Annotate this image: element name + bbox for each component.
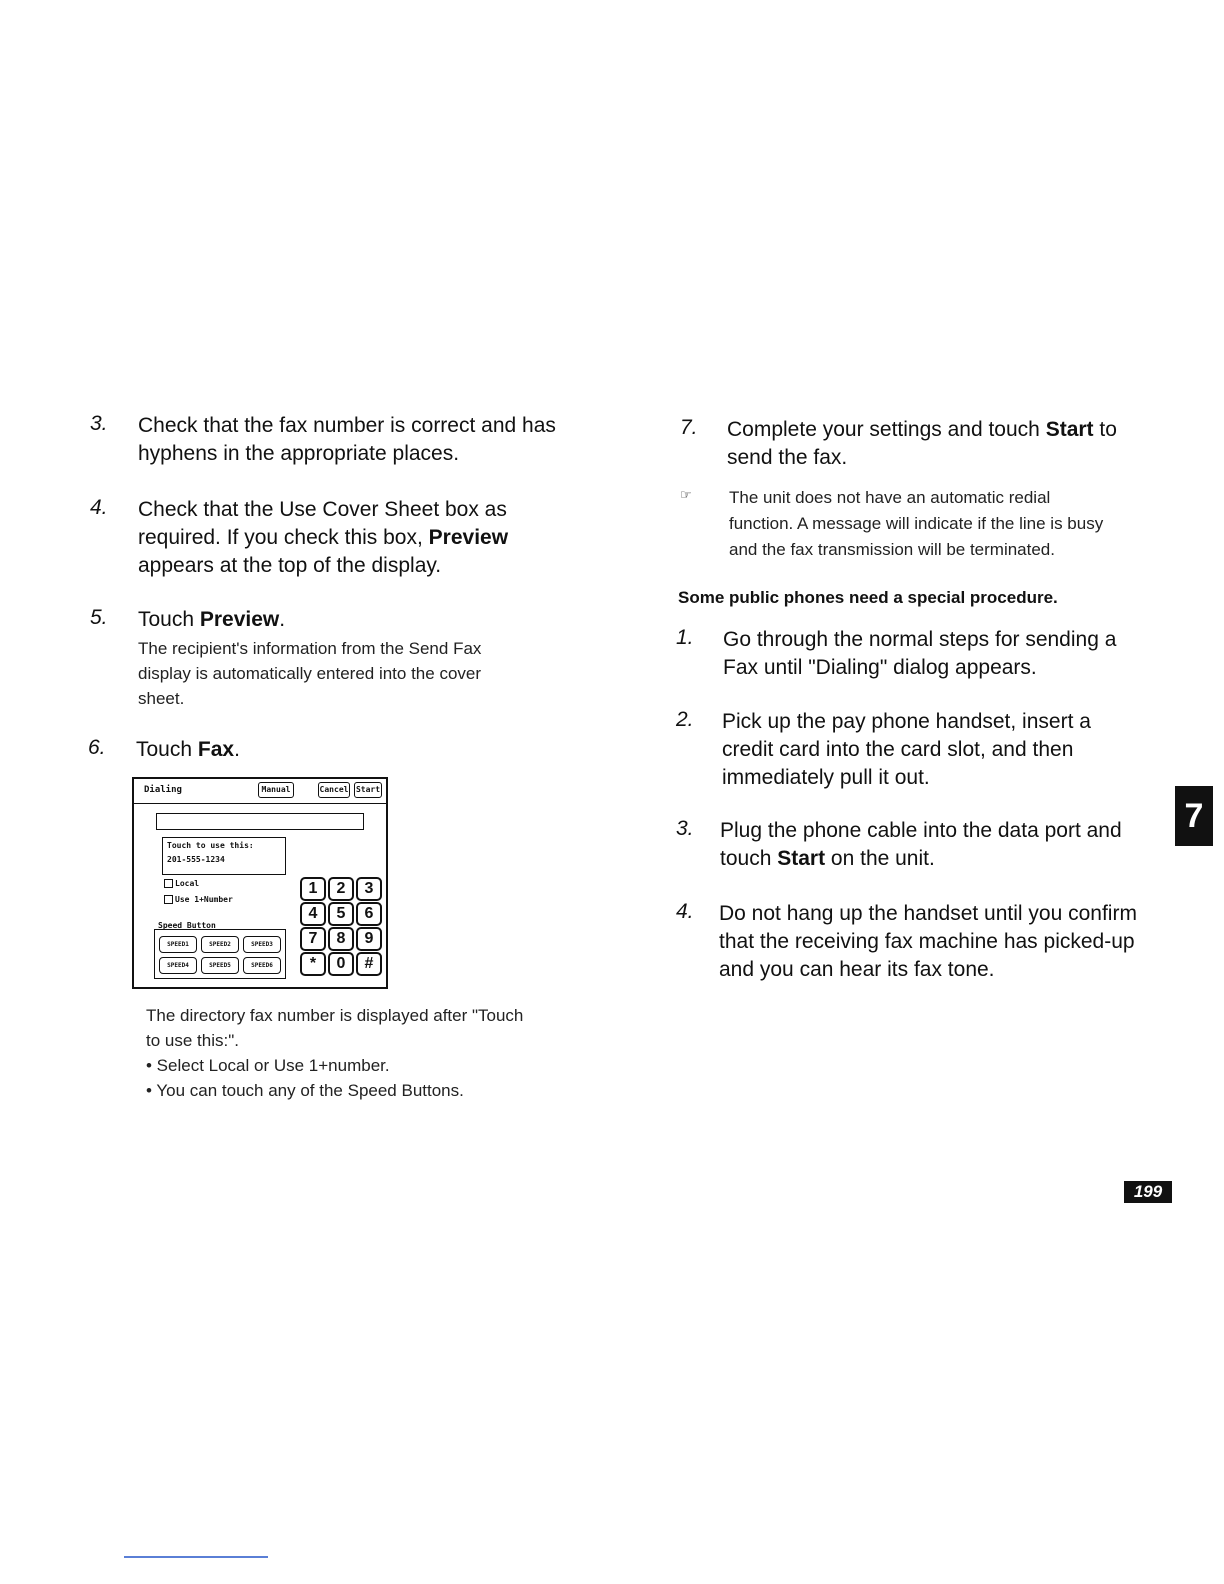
step-text: Go through the normal steps for sending a	[723, 628, 1117, 651]
step-number: 6.	[88, 736, 106, 759]
checkbox-icon	[164, 879, 173, 888]
speed-button-5[interactable]: SPEED5	[201, 957, 239, 974]
step-6-left	[88, 736, 588, 764]
step-number: 5.	[90, 606, 108, 629]
step-text: Touch Preview.	[138, 608, 286, 631]
dialing-dialog-figure	[132, 777, 388, 989]
caption-bullet: • You can touch any of the Speed Buttons.	[146, 1081, 464, 1100]
step-text: Pick up the pay phone handset, insert a	[722, 710, 1091, 733]
speed-button-2[interactable]: SPEED2	[201, 936, 239, 953]
touch-label: Touch to use this:	[167, 841, 254, 850]
speed-button-1[interactable]: SPEED1	[159, 936, 197, 953]
speed-button-group	[154, 929, 286, 979]
step-number: 4.	[676, 900, 694, 923]
step-text: and you can hear its fax tone.	[719, 958, 995, 981]
caption-line: to use this:".	[146, 1031, 239, 1050]
step-subtext: The recipient's information from the Send Fax	[138, 639, 482, 658]
step-7-right	[680, 416, 1180, 472]
dialog-title-bar	[134, 779, 386, 804]
step-text: Check that the fax number is correct and has	[138, 414, 556, 437]
key-9[interactable]: 9	[356, 927, 382, 951]
pointing-hand-icon: ☞	[680, 487, 692, 502]
speed-button-4[interactable]: SPEED4	[159, 957, 197, 974]
step-text: touch Start on the unit.	[720, 847, 935, 870]
step-text: hyphens in the appropriate places.	[138, 442, 460, 465]
speed-button-3[interactable]: SPEED3	[243, 936, 281, 953]
step-4-left	[90, 496, 590, 580]
step-text: Do not hang up the handset until you confirm	[719, 902, 1137, 925]
step-text: Touch Fax.	[136, 738, 240, 761]
key-2[interactable]: 2	[328, 877, 354, 901]
step-number: 3.	[90, 412, 108, 435]
start-button[interactable]: Start	[354, 782, 382, 798]
chapter-tab: 7	[1175, 786, 1213, 846]
step-3-right	[676, 817, 1176, 873]
step-text: appears at the top of the display.	[138, 554, 442, 577]
key-5[interactable]: 5	[328, 902, 354, 926]
key-7[interactable]: 7	[300, 927, 326, 951]
step-text: immediately pull it out.	[722, 766, 930, 789]
key-hash[interactable]: #	[356, 952, 382, 976]
key-3[interactable]: 3	[356, 877, 382, 901]
step-number: 1.	[676, 626, 694, 649]
step-number: 7.	[680, 416, 698, 439]
note-text: The unit does not have an automatic redial function. A message will indicate if the line is busy and the fax transmission will be terminated.	[729, 488, 1104, 559]
manual-button[interactable]: Manual	[258, 782, 294, 798]
use1-checkbox[interactable]: Use 1+Number	[164, 895, 233, 904]
section-heading: Some public phones need a special procedure.	[678, 588, 1058, 607]
step-2-right	[676, 708, 1176, 792]
page-number: 199	[1124, 1181, 1172, 1203]
key-8[interactable]: 8	[328, 927, 354, 951]
caption-bullet: • Select Local or Use 1+number.	[146, 1056, 390, 1075]
local-checkbox[interactable]: Local	[164, 879, 199, 888]
step-text: Complete your settings and touch Start to	[727, 418, 1117, 441]
speed-button-label: Speed Button	[158, 921, 216, 930]
key-star[interactable]: *	[300, 952, 326, 976]
step-text: Fax until "Dialing" dialog appears.	[723, 656, 1037, 679]
key-6[interactable]: 6	[356, 902, 382, 926]
key-1[interactable]: 1	[300, 877, 326, 901]
cancel-button[interactable]: Cancel	[318, 782, 350, 798]
touch-to-use-box[interactable]	[162, 837, 286, 875]
step-4-right	[676, 900, 1176, 984]
figure-caption	[146, 1003, 616, 1103]
step-text: that the receiving fax machine has picked-up	[719, 930, 1135, 953]
footer-rule	[124, 1556, 268, 1558]
step-subtext: display is automatically entered into the cover	[138, 664, 482, 683]
step-number: 4.	[90, 496, 108, 519]
fax-number-input[interactable]	[156, 813, 364, 830]
step-number: 2.	[676, 708, 694, 731]
checkbox-icon	[164, 895, 173, 904]
key-4[interactable]: 4	[300, 902, 326, 926]
dialog-title: Dialing	[144, 785, 182, 795]
step-subtext: sheet.	[138, 689, 185, 708]
step-text: required. If you check this box, Preview	[138, 526, 509, 549]
step-text: send the fax.	[727, 446, 848, 469]
step-text: Check that the Use Cover Sheet box as	[138, 498, 507, 521]
key-0[interactable]: 0	[328, 952, 354, 976]
step-3-left	[90, 412, 590, 468]
speed-button-6[interactable]: SPEED6	[243, 957, 281, 974]
step-text: credit card into the card slot, and then	[722, 738, 1074, 761]
dial-keypad	[300, 877, 390, 977]
step-1-right	[676, 626, 1176, 682]
caption-line: The directory fax number is displayed after "Touch	[146, 1006, 524, 1025]
step-text: Plug the phone cable into the data port and	[720, 819, 1122, 842]
step-5-left	[90, 606, 590, 711]
step-number: 3.	[676, 817, 694, 840]
touch-number: 201-555-1234	[167, 855, 225, 864]
